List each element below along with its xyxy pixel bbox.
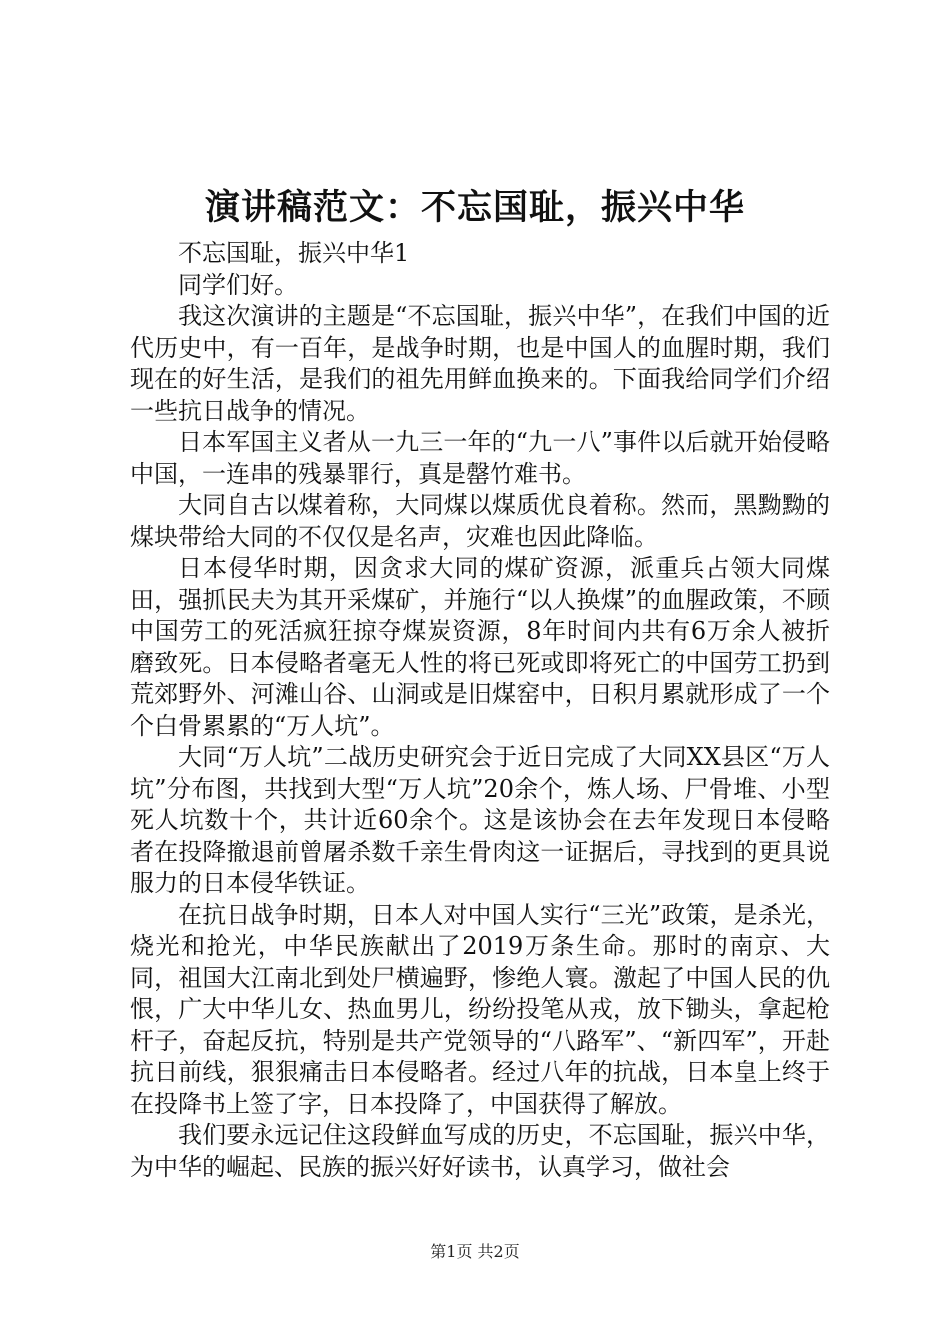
paragraph: 大同自古以煤着称，大同煤以煤质优良着称。然而，黑黝黝的煤块带给大同的不仅仅是名声，灾难也因此降临。 [130, 491, 830, 551]
document-body [130, 238, 830, 1183]
document-title: 演讲稿范文：不忘国耻，振兴中华 [204, 187, 745, 228]
paragraph: 我这次演讲的主题是“不忘国耻，振兴中华”，在我们中国的近代历史中，有一百年，是战争时期，也是中国人的血腥时期，我们现在的好生活，是我们的祖先用鲜血换来的。下面我给同学们介绍一些抗日战争的情况。 [130, 302, 830, 425]
paragraph-subtitle: 不忘国耻，振兴中华1 [178, 239, 410, 267]
paragraph: 日本侵华时期，因贪求大同的煤矿资源，派重兵占领大同煤田，强抓民夫为其开采煤矿，并施行“以人换煤”的血腥政策，不顾中国劳工的死活疯狂掠夺煤炭资源，8年时间内共有6万余人被折磨致死。日本侵略者毫无人性的将已死或即将死亡的中国劳工扔到荒郊野外、河滩山谷、山洞或是旧煤窑中，日积月累就形成了一个个白骨累累的“万人坑”。 [130, 554, 830, 740]
paragraph: 日本军国主义者从一九三一年的“九一八”事件以后就开始侵略中国，一连串的残暴罪行，真是罄竹难书。 [130, 428, 830, 488]
page-number-footer: 第1页 共2页 [430, 1242, 520, 1261]
paragraph: 大同“万人坑”二战历史研究会于近日完成了大同XX县区“万人坑”分布图，共找到大型“万人坑”20余个，炼人场、尸骨堆、小型死人坑数十个，共计近60余个。这是该协会在去年发现日本侵略者在投降撤退前曾屠杀数千亲生骨肉这一证据后，寻找到的更具说服力的日本侵华铁证。 [130, 743, 830, 897]
paragraph: 在抗日战争时期，日本人对中国人实行“三光”政策，是杀光，烧光和抢光，中华民族献出了2019万条生命。那时的南京、大同，祖国大江南北到处尸横遍野，惨绝人寰。激起了中国人民的仇恨，广大中华儿女、热血男儿，纷纷投笔从戎，放下锄头，拿起枪杆子，奋起反抗，特别是共产党领导的“八路军”、“新四军”，开赴抗日前线，狠狠痛击日本侵略者。经过八年的抗战，日本皇上终于在投降书上签了字，日本投降了，中国获得了解放。 [130, 900, 830, 1118]
paragraph-greeting: 同学们好。 [178, 270, 298, 299]
paragraph: 我们要永远记住这段鲜血写成的历史，不忘国耻，振兴中华，为中华的崛起、民族的振兴好好读书，认真学习，做社会 [130, 1121, 830, 1181]
